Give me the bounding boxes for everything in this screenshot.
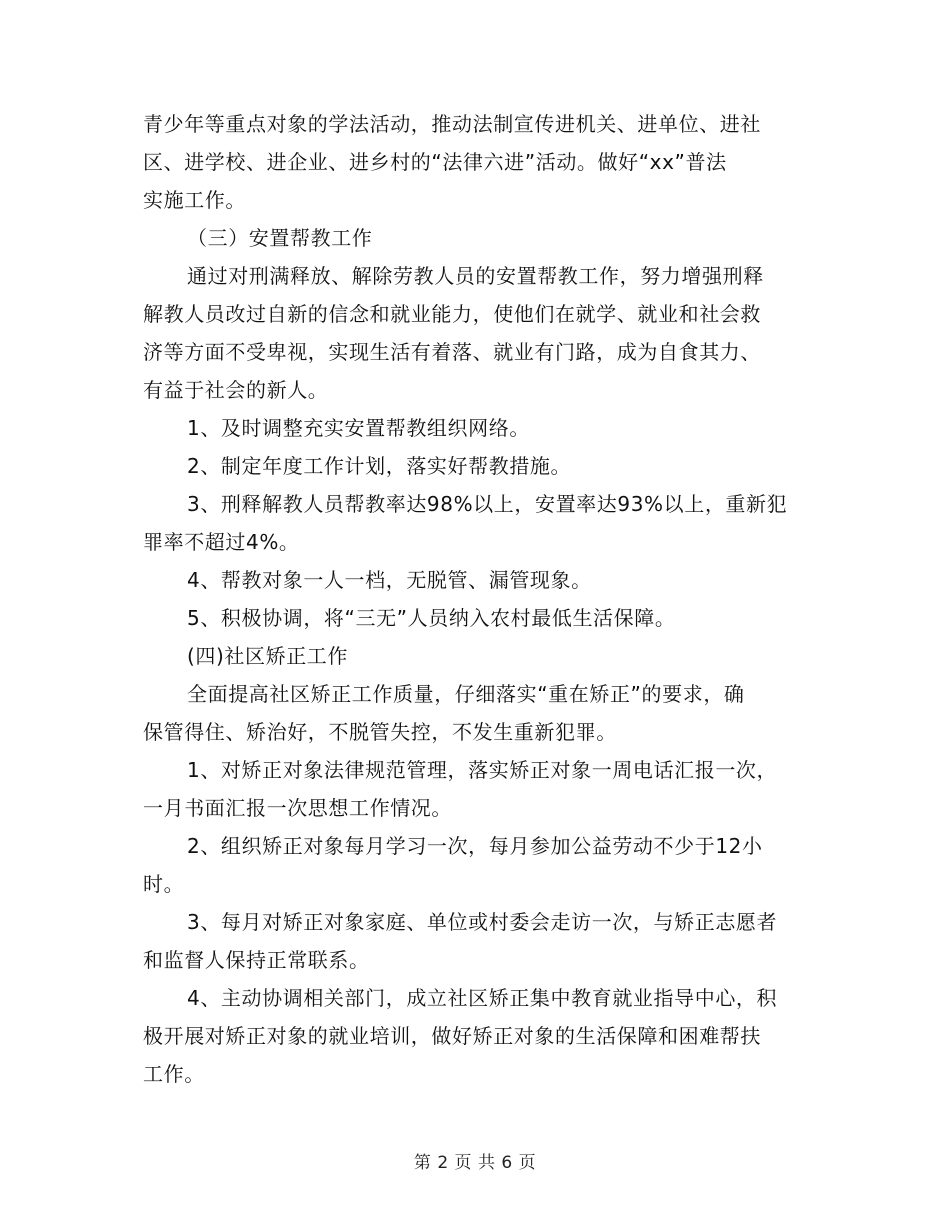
list-item: 5、积极协调，将“三无”人员纳入农村最低生活保障。 xyxy=(187,606,676,630)
paragraph-start: 通过对刑满释放、解除劳教人员的安置帮教工作，努力增强刑释 xyxy=(187,264,764,288)
body-line: 时。 xyxy=(143,872,185,896)
body-line: 青少年等重点对象的学法活动，推动法制宣传进机关、进单位、进社 xyxy=(143,112,761,136)
list-item: 2、组织矫正对象每月学习一次，每月参加公益劳动不少于12小 xyxy=(187,834,763,858)
body-line: 区、进学校、进企业、进乡村的“法律六进”活动。做好“xx”普法 xyxy=(143,150,727,174)
body-line: 解教人员改过自新的信念和就业能力，使他们在就学、就业和社会救 xyxy=(143,302,761,326)
list-item: 1、及时调整充实安置帮教组织网络。 xyxy=(187,416,530,440)
list-item: 1、对矫正对象法律规范管理，落实矫正对象一周电话汇报一次， xyxy=(187,758,778,782)
section-heading: （三）安置帮教工作 xyxy=(187,226,373,250)
body-line: 一月书面汇报一次思想工作情况。 xyxy=(143,796,452,820)
body-line: 保管得住、矫治好，不脱管失控，不发生重新犯罪。 xyxy=(143,720,617,744)
page-number: 第 2 页 共 6 页 xyxy=(413,1153,537,1173)
section-heading: (四)社区矫正工作 xyxy=(187,644,349,668)
list-item: 3、刑释解教人员帮教率达98%以上，安置率达93%以上，重新犯 xyxy=(187,492,788,516)
list-item: 3、每月对矫正对象家庭、单位或村委会走访一次，与矫正志愿者 xyxy=(187,910,778,934)
body-line: 实施工作。 xyxy=(143,188,246,212)
body-line: 济等方面不受卑视，实现生活有着落、就业有门路，成为自食其力、 xyxy=(143,340,761,364)
list-item: 2、制定年度工作计划，落实好帮教措施。 xyxy=(187,454,572,478)
list-item: 4、帮教对象一人一档，无脱管、漏管现象。 xyxy=(187,568,592,592)
paragraph-start: 全面提高社区矫正工作质量，仔细落实“重在矫正”的要求，确 xyxy=(187,682,745,706)
list-item: 4、主动协调相关部门，成立社区矫正集中教育就业指导中心，积 xyxy=(187,986,778,1010)
body-line: 有益于社会的新人。 xyxy=(143,378,329,402)
document-body xyxy=(143,105,808,1093)
body-line: 极开展对矫正对象的就业培训，做好矫正对象的生活保障和困难帮扶 xyxy=(143,1024,761,1048)
body-line: 罪率不超过4%。 xyxy=(143,530,300,554)
body-line: 工作。 xyxy=(143,1062,205,1086)
body-line: 和监督人保持正常联系。 xyxy=(143,948,370,972)
